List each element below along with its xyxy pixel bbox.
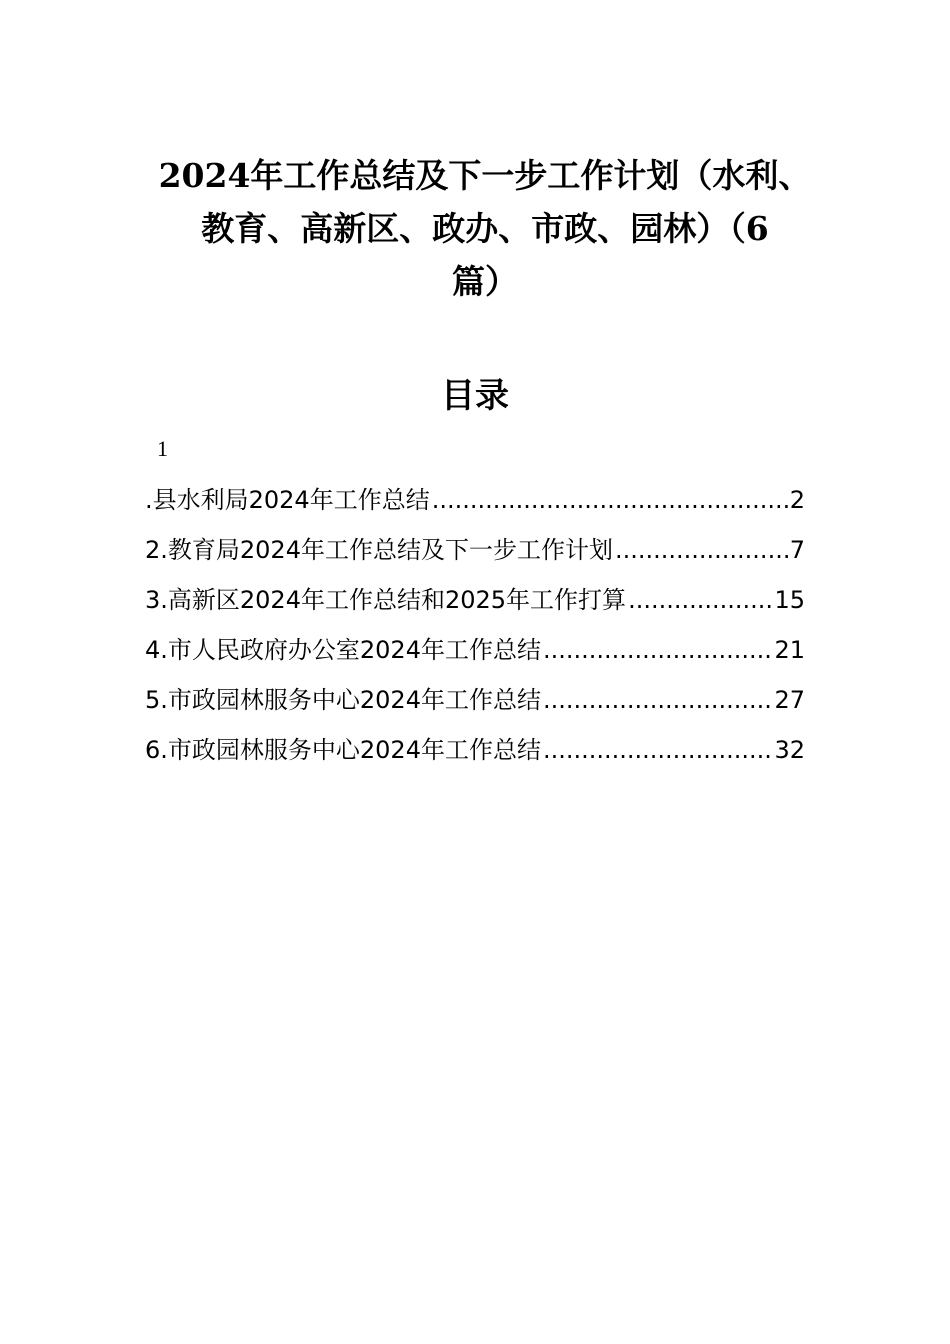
toc-entry[interactable] xyxy=(145,675,805,725)
toc-heading: 目录 xyxy=(441,376,509,416)
toc-dot-leader xyxy=(543,725,772,775)
toc-dot-leader xyxy=(615,525,788,575)
title-text-3: 篇） xyxy=(452,262,518,301)
toc-entry-page: 32 xyxy=(774,736,805,764)
toc-entry[interactable] xyxy=(145,725,805,775)
document-title-line-1 xyxy=(140,150,830,202)
toc-entry[interactable] xyxy=(145,575,805,625)
toc-entry-text: 5.市政园林服务中心2024年工作总结 xyxy=(145,686,541,714)
toc-entry[interactable] xyxy=(145,625,805,675)
document-title-line-2 xyxy=(140,203,830,255)
toc-entry[interactable] xyxy=(145,525,805,575)
toc-dot-leader xyxy=(543,625,772,675)
toc-entry-page: 7 xyxy=(789,536,805,564)
toc-entry-page: 15 xyxy=(774,586,805,614)
document-title-line-3 xyxy=(140,256,830,308)
toc-entry-page: 2 xyxy=(789,486,805,514)
toc-dot-leader xyxy=(543,675,772,725)
title-text-2: 教育、高新区、政办、市政、园林）（6 xyxy=(201,209,769,248)
toc-entry-text: 2.教育局2024年工作总结及下一步工作计划 xyxy=(145,536,613,564)
toc-dot-leader xyxy=(628,575,772,625)
toc-entry[interactable] xyxy=(145,475,805,525)
toc-entry-page: 21 xyxy=(774,636,805,664)
page-marker: 1 xyxy=(157,436,168,461)
toc-entry-text: .县水利局2024年工作总结 xyxy=(145,486,430,514)
toc-entry-text: 6.市政园林服务中心2024年工作总结 xyxy=(145,736,541,764)
toc-entry-page: 27 xyxy=(774,686,805,714)
toc-entry-text: 4.市人民政府办公室2024年工作总结 xyxy=(145,636,541,664)
title-text-1: 2024年工作总结及下一步工作计划（水利、 xyxy=(158,156,812,195)
toc-dot-leader xyxy=(432,475,788,525)
toc-entry-text: 3.高新区2024年工作总结和2025年工作打算 xyxy=(145,586,627,614)
toc-list xyxy=(145,475,805,775)
